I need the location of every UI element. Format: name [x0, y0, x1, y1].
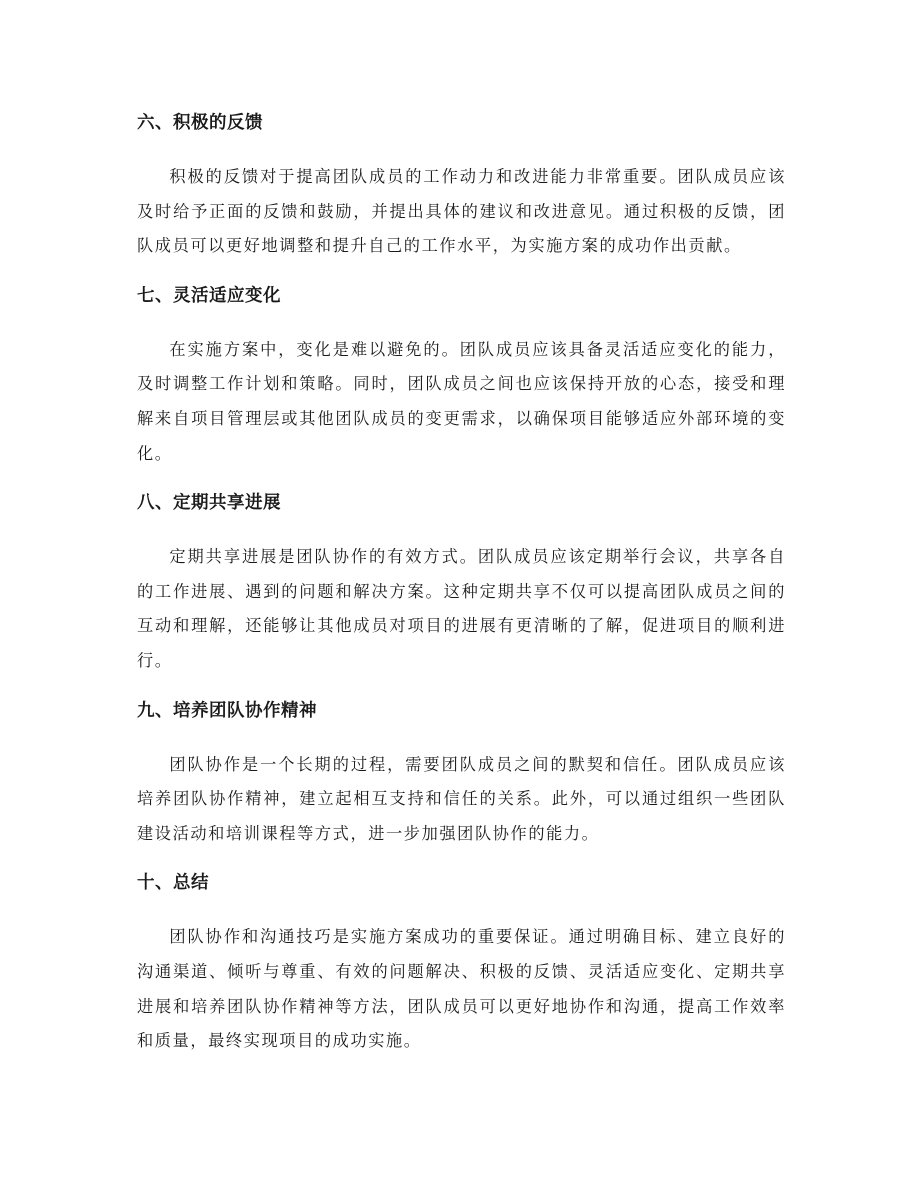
section-title: 七、灵活适应变化 — [137, 285, 281, 306]
section-positive-feedback — [137, 108, 786, 264]
section-title: 九、培养团队协作精神 — [137, 700, 317, 721]
section-paragraph: 在实施方案中，变化是难以避免的。团队成员应该具备灵活适应变化的能力，及时调整工作计划和策略。同时，团队成员之间也应该保持开放的心态，接受和理解来自项目管理层或其他团队成员的变更需求，以确保项目能够适应外部环境的变化。 — [137, 339, 786, 463]
section-paragraph: 定期共享进展是团队协作的有效方式。团队成员应该定期举行会议，共享各自的工作进展、遇到的问题和解决方案。这种定期共享不仅可以提高团队成员之间的互动和理解，还能够让其他成员对项目的进展有更清晰的了解，促进项目的顺利进行。 — [137, 547, 786, 670]
section-team-spirit — [137, 696, 786, 852]
section-paragraph: 积极的反馈对于提高团队成员的工作动力和改进能力非常重要。团队成员应该及时给予正面的反馈和鼓励，并提出具体的建议和改进意见。通过积极的反馈，团队成员可以更好地调整和提升自己的工作水平，为实施方案的成功作出贡献。 — [137, 167, 786, 256]
section-paragraph: 团队协作和沟通技巧是实施方案成功的重要保证。通过明确目标、建立良好的沟通渠道、倾听与尊重、有效的问题解决、积极的反馈、灵活适应变化、定期共享进展和培养团队协作精神等方法，团队成员可以更好地协作和沟通，提高工作效率和质量，最终实现项目的成功实施。 — [137, 927, 786, 1051]
section-share-progress — [137, 488, 786, 678]
section-summary — [137, 868, 786, 1058]
section-adapt-to-change — [137, 281, 786, 471]
section-title: 八、定期共享进展 — [137, 493, 281, 514]
section-title: 十、总结 — [137, 873, 209, 894]
section-title: 六、积极的反馈 — [137, 113, 263, 133]
section-paragraph: 团队协作是一个长期的过程，需要团队成员之间的默契和信任。团队成员应该培养团队协作精神，建立起相互支持和信任的关系。此外，可以通过组织一些团队建设活动和培训课程等方式，进一步加强团队协作的能力。 — [137, 754, 786, 843]
